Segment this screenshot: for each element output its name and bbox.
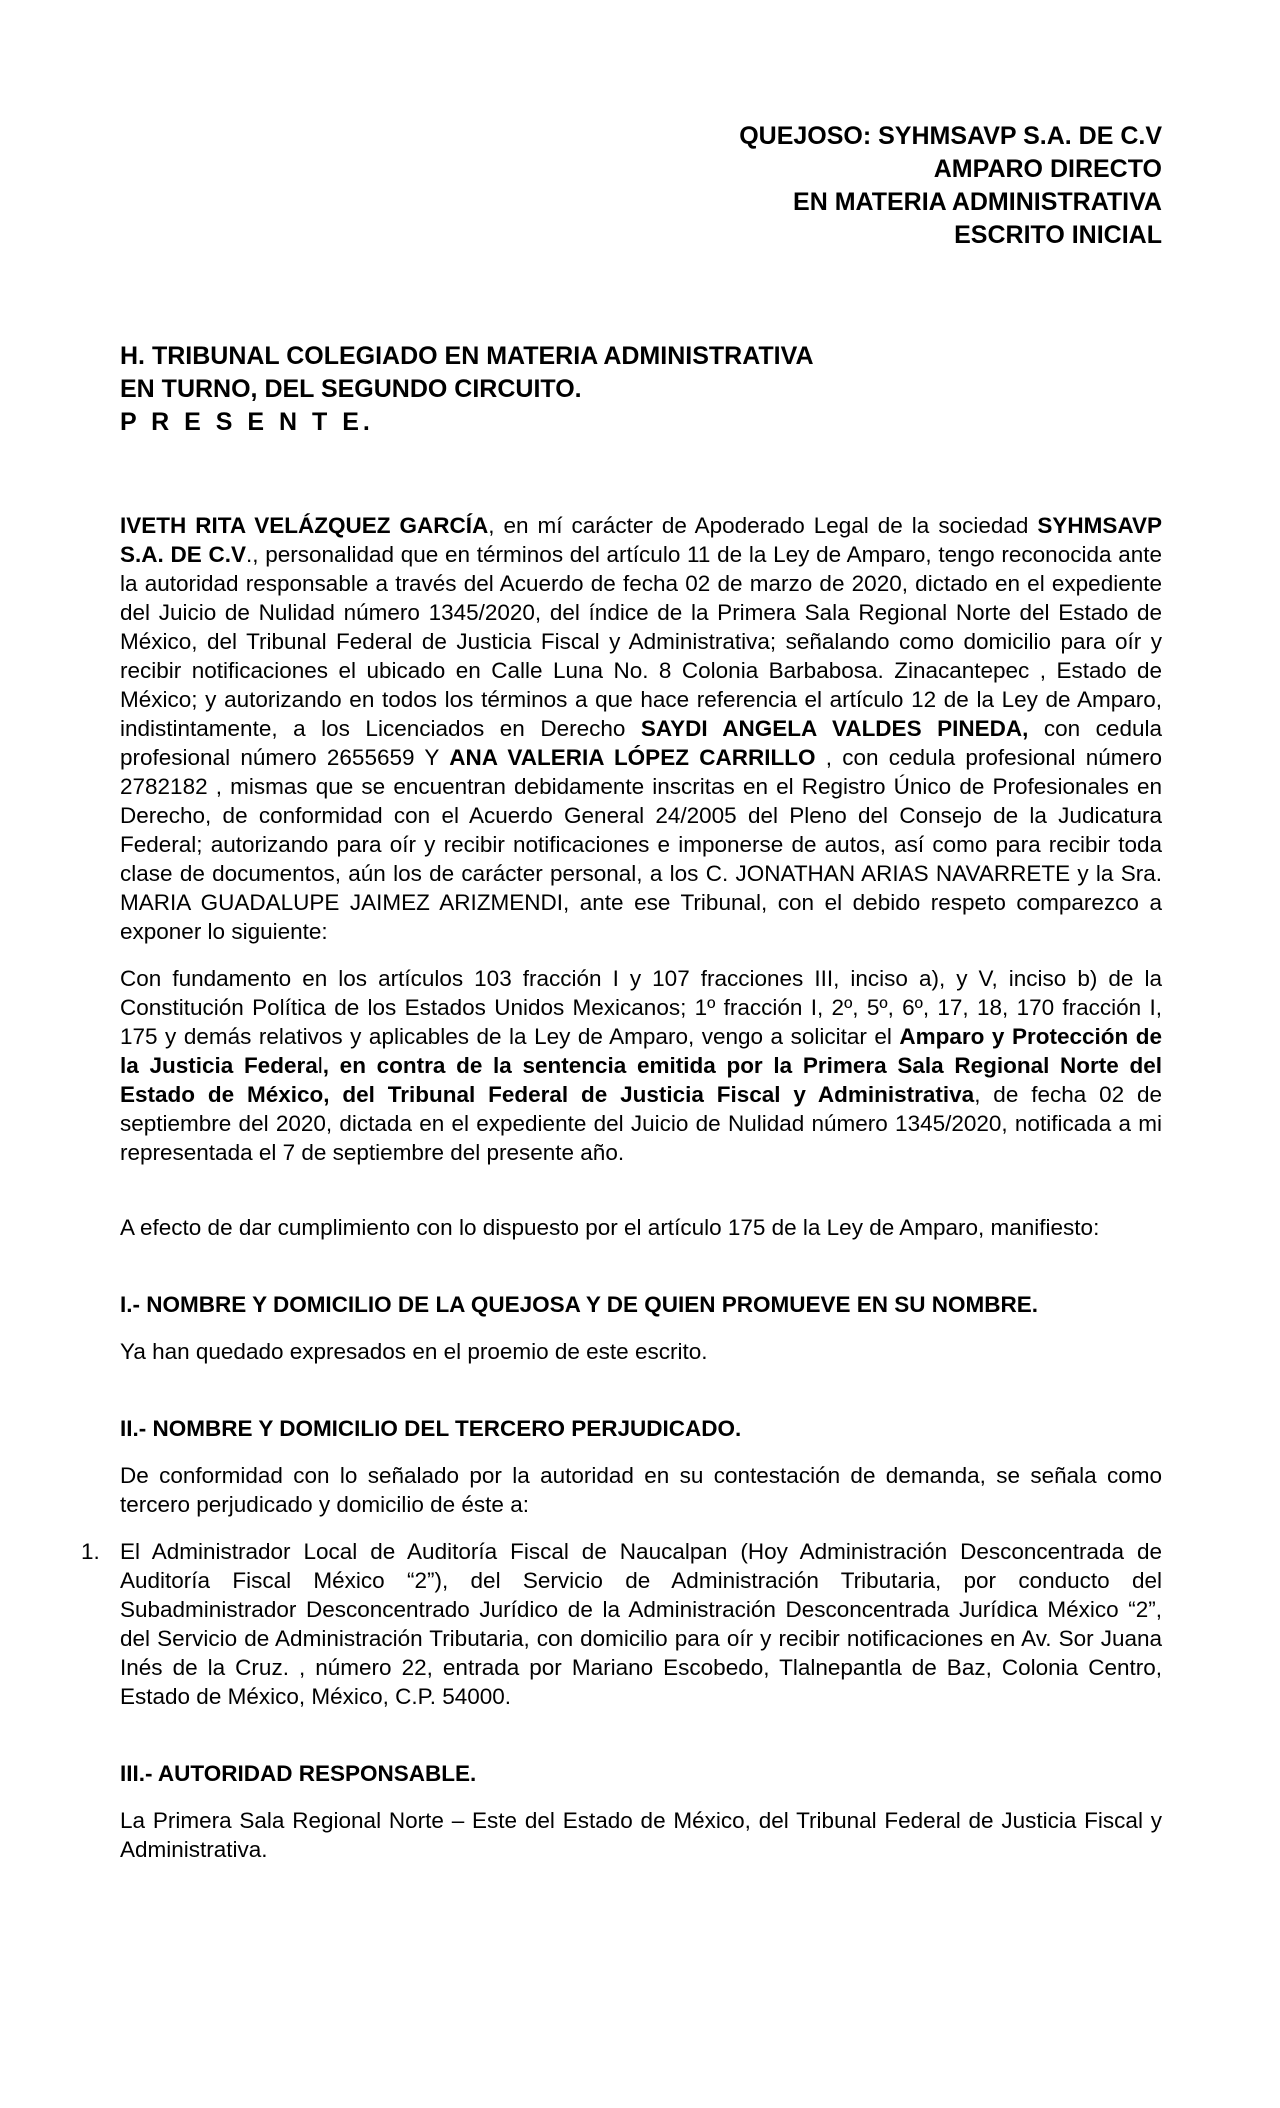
authorized-name-1: SAYDI ANGELA VALDES PINEDA, xyxy=(640,716,1029,741)
fundamento-bold-2: , en contra de la sentencia emitida por la Primera Sala Regional Norte del Estado de México, del Tribunal Federal de Justicia Fiscal y Administrativa xyxy=(120,1053,1162,1107)
authorized-name-2: ANA VALERIA LÓPEZ CARRILLO xyxy=(449,745,816,770)
list-item-number: 1. xyxy=(81,1539,100,1564)
proemio-paragraph xyxy=(120,511,1162,946)
proemio-text-1: , en mí carácter de Apoderado Legal de la sociedad xyxy=(488,513,1038,538)
addressee-turno: EN TURNO, DEL SEGUNDO CIRCUITO. xyxy=(120,375,582,403)
apoderado-name: IVETH RITA VELÁZQUEZ GARCÍA xyxy=(120,513,489,538)
section-2-title: II.- NOMBRE Y DOMICILIO DEL TERCERO PERJUDICADO. xyxy=(120,1416,742,1441)
section-3-title: III.- AUTORIDAD RESPONSABLE. xyxy=(120,1761,477,1786)
company-name: SYHMSAVP S.A. DE C.V xyxy=(120,513,1162,567)
header-amparo-directo: AMPARO DIRECTO xyxy=(933,155,1162,183)
addressee-presente: P R E S E N T E. xyxy=(120,408,374,436)
fundamento-paragraph xyxy=(120,964,1162,1167)
fundamento-bold-1: Amparo y Protección de la Justicia Federa xyxy=(120,1024,1162,1078)
header-quejoso: QUEJOSO: SYHMSAVP S.A. DE C.V xyxy=(739,122,1162,150)
case-header xyxy=(120,120,1162,252)
fundamento-text-3: , de fecha 02 de septiembre del 2020, dictada en el expediente del Juicio de Nulidad número 1345/2020, notificada a mi representada el 7 de septiembre del presente año. xyxy=(120,1082,1162,1165)
proemio-text-4: , con cedula profesional número 2782182 , mismas que se encuentran debidamente inscritas en el Registro Único de Profesionales en Derecho, de conformidad con el Acuerdo General 24/2005 del Pleno del Consejo de la Judicatura Federal; autorizando para oír y recibir notificaciones e imponerse de autos, así como para recibir toda clase de documentos, aún los de carácter personal, a los C. JONATHAN ARIAS NAVARRETE y la Sra. MARIA GUADALUPE JAIMEZ ARIZMENDI, ante ese Tribunal, con el debido respeto comparezco a exponer lo siguiente: xyxy=(120,745,1162,944)
header-escrito-inicial: ESCRITO INICIAL xyxy=(954,221,1162,249)
header-materia: EN MATERIA ADMINISTRATIVA xyxy=(793,188,1162,216)
addressee-block xyxy=(120,340,1162,439)
fundamento-text-1: Con fundamento en los artículos 103 fracción I y 107 fracciones III, inciso a), y V, inciso b) de la Constitución Política de los Estados Unidos Mexicanos; 1º fracción I, 2º, 5º, 6º, 17, 18, 170 fracción I, 175 y demás relativos y aplicables de la Ley de Amparo, vengo a solicitar el xyxy=(120,966,1162,1049)
document-page xyxy=(81,120,1163,1864)
addressee-tribunal: H. TRIBUNAL COLEGIADO EN MATERIA ADMINISTRATIVA xyxy=(120,342,814,370)
efecto-paragraph: A efecto de dar cumplimiento con lo dispuesto por el artículo 175 de la Ley de Amparo, manifiesto: xyxy=(120,1215,1100,1240)
section-3-body: La Primera Sala Regional Norte – Este del Estado de México, del Tribunal Federal de Justicia Fiscal y Administrativa. xyxy=(120,1808,1162,1862)
proemio-text-3: con cedula profesional número 2655659 Y xyxy=(120,716,1162,770)
list-item-text: El Administrador Local de Auditoría Fiscal de Naucalpan (Hoy Administración Desconcentrada de Auditoría Fiscal México “2”), del Servicio de Administración Tributaria, por conducto del Subadministrador Desconcentrado Jurídico de la Administración Desconcentrada Jurídica México “2”, del Servicio de Administración Tributaria, con domicilio para oír y recibir notificaciones en Av. Sor Juana Inés de la Cruz. , número 22, entrada por Mariano Escobedo, Tlalnepantla de Baz, Colonia Centro, Estado de México, México, C.P. 54000. xyxy=(120,1539,1162,1709)
section-2-body: De conformidad con lo señalado por la autoridad en su contestación de demanda, se señala como tercero perjudicado y domicilio de éste a: xyxy=(120,1463,1162,1517)
section-1-body: Ya han quedado expresados en el proemio de este escrito. xyxy=(120,1339,708,1364)
proemio-text-2: ., personalidad que en términos del artículo 11 de la Ley de Amparo, tengo reconocida ante la autoridad responsable a través del Acuerdo de fecha 02 de marzo de 2020, dictado en el expediente del Juicio de Nulidad número 1345/2020, del índice de la Primera Sala Regional Norte del Estado de México, del Tribunal Federal de Justicia Fiscal y Administrativa; señalando como domicilio para oír y recibir notificaciones el ubicado en Calle Luna No. 8 Colonia Barbabosa. Zinacantepec , Estado de México; y autorizando en todos los términos a que hace referencia el artículo 12 de la Ley de Amparo, indistintamente, a los Licenciados en Derecho xyxy=(120,542,1163,741)
fundamento-text-2: l xyxy=(317,1053,323,1078)
list-item xyxy=(81,1537,1162,1711)
tercero-list xyxy=(81,1537,1162,1711)
section-1-title: I.- NOMBRE Y DOMICILIO DE LA QUEJOSA Y DE QUIEN PROMUEVE EN SU NOMBRE. xyxy=(120,1292,1039,1317)
